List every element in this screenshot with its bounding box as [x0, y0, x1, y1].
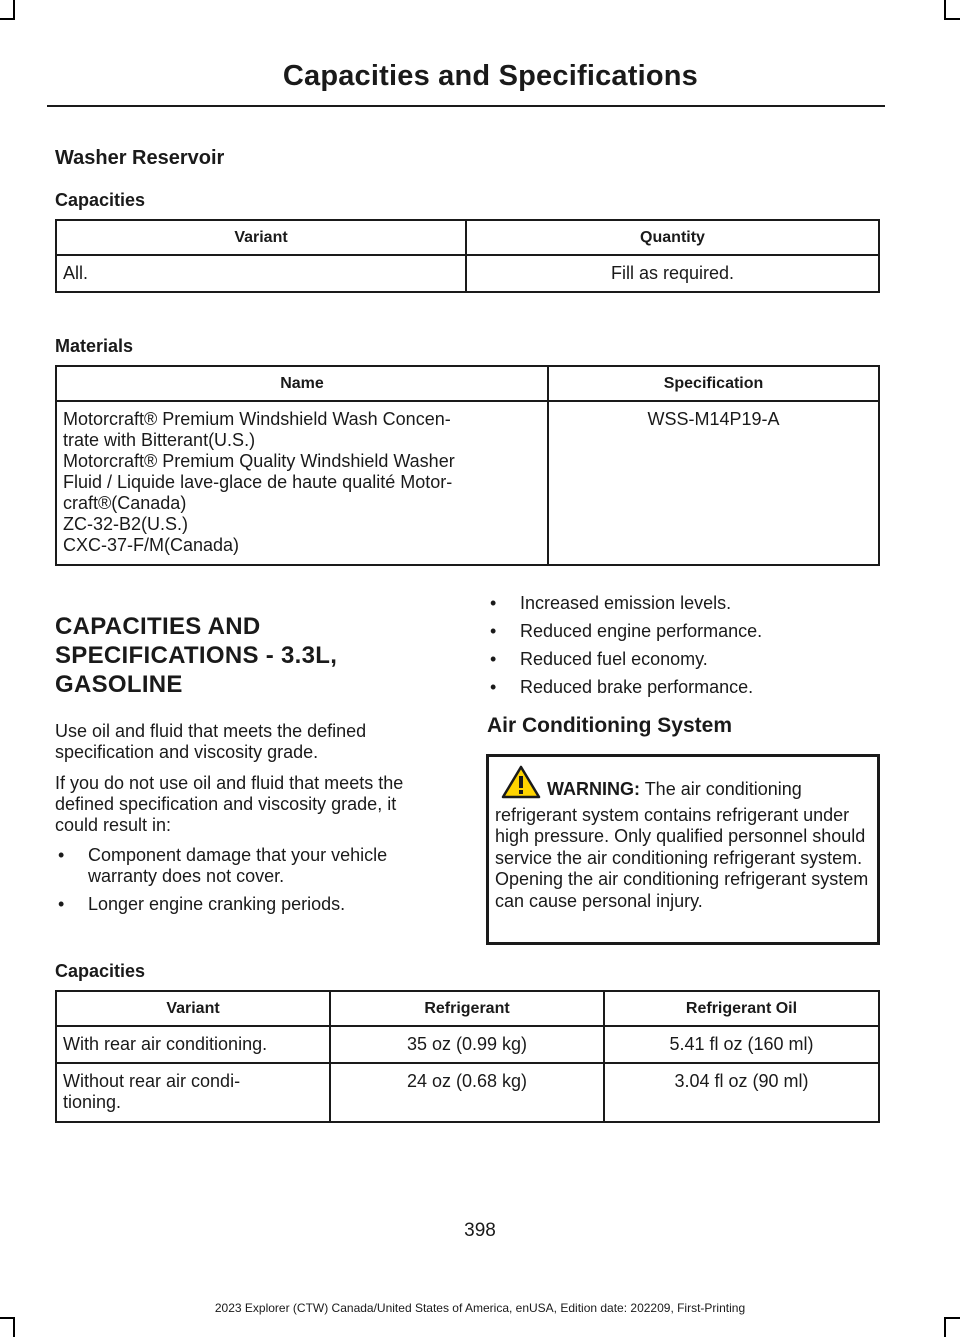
washer-capacities-table — [55, 219, 880, 293]
list-item — [55, 894, 455, 915]
section-heading-line: SPECIFICATIONS - 3.3L, — [55, 642, 338, 669]
bullet-glyph: • — [490, 649, 497, 669]
table-cell: With rear air conditioning. — [56, 1026, 330, 1063]
crop-mark — [0, 18, 15, 20]
crop-mark — [13, 1317, 15, 1337]
washer-capacities-label: Capacities — [55, 190, 146, 210]
page-number: 398 — [464, 1220, 496, 1241]
table-cell — [56, 401, 548, 565]
list-item-text: Reduced brake performance. — [520, 677, 754, 697]
table-cell: 3.04 fl oz (90 ml) — [604, 1063, 879, 1122]
table-header-cell: Variant — [56, 991, 330, 1026]
bullet-glyph: • — [490, 593, 497, 613]
table-header-cell: Specification — [548, 366, 879, 401]
table-header-row — [56, 366, 879, 401]
list-item — [487, 649, 887, 670]
title-divider — [47, 105, 885, 107]
table-cell: Without rear air condi- tioning. — [56, 1063, 330, 1122]
table-row — [56, 1063, 879, 1122]
consequence-list-right — [487, 593, 887, 705]
table-cell: Fill as required. — [466, 255, 879, 292]
section-heading-line: CAPACITIES AND — [55, 613, 261, 640]
table-header-cell: Refrigerant — [330, 991, 604, 1026]
crop-mark — [0, 1317, 15, 1319]
crop-mark — [944, 18, 960, 20]
material-name-line: trate with Bitterant(U.S.) — [63, 430, 256, 450]
bullet-glyph: • — [490, 677, 497, 697]
table-cell: WSS-M14P19-A — [548, 401, 879, 565]
list-item — [487, 677, 887, 698]
edition-footer: 2023 Explorer (CTW) Canada/United States of America, enUSA, Edition date: 202209, First-Printing — [214, 1301, 746, 1315]
intro-paragraph: Use oil and fluid that meets the defined specification and viscosity grade. — [55, 721, 367, 762]
washer-materials-table — [55, 365, 880, 566]
material-name-line: Fluid / Liquide lave-glace de haute qualité Motor- — [63, 472, 453, 492]
ac-capacities-table — [55, 990, 880, 1123]
warning-box — [486, 754, 880, 945]
list-item — [55, 845, 455, 887]
bullet-glyph: • — [58, 894, 65, 914]
section-heading-line: GASOLINE — [55, 671, 183, 698]
table-header-cell: Quantity — [466, 220, 879, 255]
table-header-cell: Refrigerant Oil — [604, 991, 879, 1026]
air-conditioning-heading: Air Conditioning System — [487, 714, 733, 737]
crop-mark — [944, 1317, 960, 1319]
bullet-glyph: • — [58, 845, 65, 865]
consequence-list-left — [55, 845, 455, 922]
list-item — [487, 593, 887, 614]
list-item-text: Reduced fuel economy. — [520, 649, 708, 669]
material-name-line: craft®(Canada) — [63, 493, 187, 513]
table-header-row — [56, 220, 879, 255]
table-row — [56, 401, 879, 565]
table-header-cell: Variant — [56, 220, 466, 255]
material-name-line: ZC-32-B2(U.S.) — [63, 514, 189, 534]
table-header-row — [56, 991, 879, 1026]
table-row — [56, 255, 879, 292]
table-cell: All. — [56, 255, 466, 292]
material-name-line: Motorcraft® Premium Windshield Wash Concen- — [63, 409, 451, 429]
list-item — [487, 621, 887, 642]
list-item-text: Component damage that your vehicle warranty does not cover. — [88, 845, 388, 886]
table-cell: 24 oz (0.68 kg) — [330, 1063, 604, 1122]
table-header-cell: Name — [56, 366, 548, 401]
crop-mark — [944, 1317, 946, 1337]
crop-mark — [944, 0, 946, 20]
crop-mark — [13, 0, 15, 20]
consequence-paragraph: If you do not use oil and fluid that meets the defined specification and viscosity grade, it could result in: — [55, 773, 404, 835]
ac-capacities-label: Capacities — [55, 961, 146, 981]
list-item-text: Reduced engine performance. — [520, 621, 763, 641]
table-cell: 5.41 fl oz (160 ml) — [604, 1026, 879, 1063]
table-row — [56, 1026, 879, 1063]
material-name-line: Motorcraft® Premium Quality Windshield Washer — [63, 451, 455, 471]
material-name-line: CXC-37-F/M(Canada) — [63, 535, 240, 555]
washer-reservoir-heading: Washer Reservoir — [55, 147, 225, 169]
list-item-text: Longer engine cranking periods. — [88, 894, 346, 914]
page-title: Capacities and Specifications — [282, 60, 698, 92]
warning-label: WARNING: — [547, 779, 640, 799]
table-cell: 35 oz (0.99 kg) — [330, 1026, 604, 1063]
section-heading — [55, 612, 455, 699]
list-item-text: Increased emission levels. — [520, 593, 732, 613]
bullet-glyph: • — [490, 621, 497, 641]
warning-triangle-icon — [501, 765, 541, 805]
washer-materials-label: Materials — [55, 336, 134, 356]
warning-text: The air conditioning refrigerant system contains refrigerant under high pressure. Only qualified personnel should service the air conditioning refrigerant system. Opening the air conditioning refrigerant system can cause personal injury. — [495, 779, 869, 911]
